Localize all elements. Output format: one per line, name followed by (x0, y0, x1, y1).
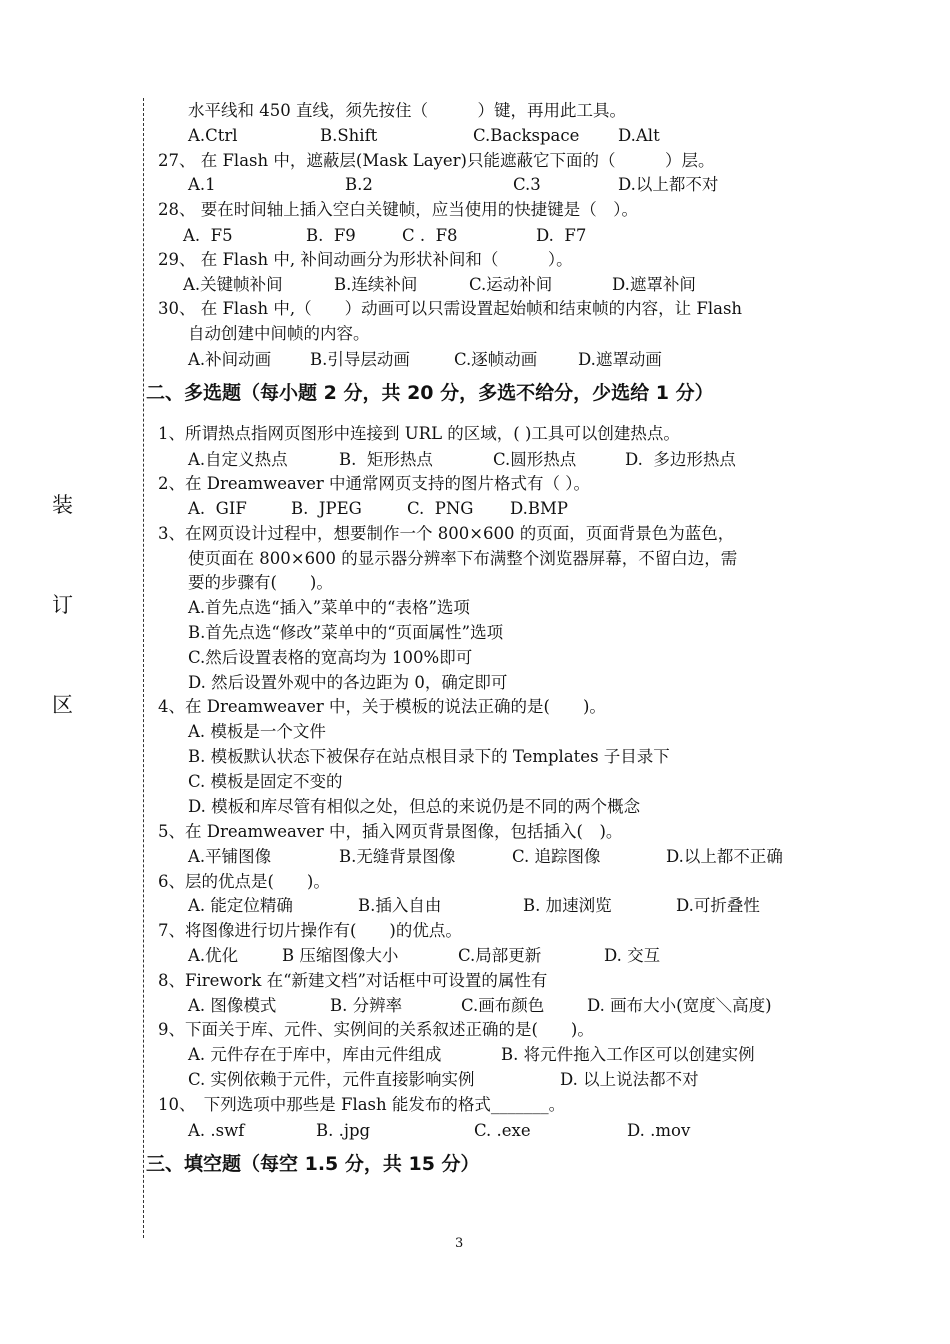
m5-opt-a: A.平铺图像 (188, 847, 272, 866)
m10-text: 10、 下列选项中那些是 Flash 能发布的格式_______。 (158, 1095, 566, 1114)
q26-opt-d: D.Alt (618, 126, 660, 145)
m10-opt-c: C. .exe (474, 1121, 531, 1140)
m3-text-line1: 3、在网页设计过程中，想要制作一个 800×600 的页面，页面背景色为蓝色， (158, 524, 735, 543)
m5-opt-b: B.无缝背景图像 (339, 847, 456, 866)
m1-opt-b: B. 矩形热点 (339, 450, 433, 469)
m4-opt-a: A. 模板是一个文件 (188, 722, 326, 741)
q29-opt-c: C.运动补间 (469, 275, 553, 294)
m9-text: 9、下面关于库、元件、实例间的关系叙述正确的是( )。 (158, 1020, 594, 1039)
m9-opt-c: C. 实例依赖于元件，元件直接影响实例 (188, 1070, 475, 1089)
m7-opt-b: B 压缩图像大小 (282, 946, 399, 965)
m3-opt-d: D. 然后设置外观中的各边距为 0，确定即可 (188, 673, 508, 692)
page-number: 3 (455, 1236, 464, 1251)
m4-opt-d: D. 模板和库尽管有相似之处，但总的来说仍是不同的两个概念 (188, 797, 641, 816)
q27-opt-b: B.2 (345, 175, 373, 194)
m2-opt-a: A. GIF (188, 499, 247, 518)
q28-opt-d: D. F7 (536, 226, 587, 245)
m4-text: 4、在 Dreamweaver 中，关于模板的说法正确的是( )。 (158, 697, 606, 716)
m9-opt-b: B. 将元件拖入工作区可以创建实例 (501, 1045, 755, 1064)
m10-opt-a: A. .swf (188, 1121, 245, 1140)
q29-text: 29、 在 Flash 中, 补间动画分为形状补间和（ ）。 (158, 250, 573, 269)
m7-opt-a: A.优化 (188, 946, 239, 965)
binding-dashed-line (143, 98, 144, 1238)
m7-opt-d: D. 交互 (604, 946, 661, 965)
q29-opt-b: B.连续补间 (334, 275, 418, 294)
q30-text-line1: 30、 在 Flash 中,（ ）动画可以只需设置起始帧和结束帧的内容，让 Flash (158, 299, 743, 318)
m6-text: 6、层的优点是( )。 (158, 872, 330, 891)
q27-opt-c: C.3 (513, 175, 541, 194)
section-3-heading: 三、填空题（每空 1.5 分，共 15 分） (146, 1153, 480, 1175)
binding-char-2: 订 (52, 593, 73, 617)
q27-text: 27、 在 Flash 中，遮蔽层(Mask Layer)只能遮蔽它下面的（ ）层。 (158, 151, 715, 170)
m4-opt-c: C. 模板是固定不变的 (188, 772, 343, 791)
m9-opt-d: D. 以上说法都不对 (560, 1070, 699, 1089)
q30-opt-b: B.引导层动画 (310, 350, 410, 369)
m8-opt-b: B. 分辨率 (330, 996, 403, 1015)
q28-opt-c: C . F8 (402, 226, 458, 245)
q30-opt-d: D.遮罩动画 (578, 350, 662, 369)
m1-opt-a: A.自定义热点 (188, 450, 288, 469)
section-2-heading: 二、多选题（每小题 2 分，共 20 分，多选不给分，少选给 1 分） (146, 382, 714, 404)
q26-opt-b: B.Shift (320, 126, 378, 145)
m3-text-line3: 要的步骤有( )。 (188, 573, 333, 592)
q30-opt-c: C.逐帧动画 (454, 350, 538, 369)
m8-text: 8、Firework 在“新建文档”对话框中可设置的属性有 (158, 971, 548, 990)
q26-opt-a: A.Ctrl (188, 126, 238, 145)
m2-opt-c: C. PNG (407, 499, 474, 518)
m5-text: 5、在 Dreamweaver 中，插入网页背景图像，包括插入( )。 (158, 822, 623, 841)
m1-opt-c: C.圆形热点 (493, 450, 577, 469)
q27-opt-a: A.1 (188, 175, 216, 194)
m2-opt-b: B. JPEG (291, 499, 362, 518)
q27-opt-d: D.以上都不对 (618, 175, 719, 194)
q28-opt-a: A. F5 (183, 226, 233, 245)
m1-text: 1、所谓热点指网页图形中连接到 URL 的区域，( )工具可以创建热点。 (158, 424, 680, 443)
q29-opt-d: D.遮罩补间 (612, 275, 696, 294)
m4-opt-b: B. 模板默认状态下被保存在站点根目录下的 Templates 子目录下 (188, 747, 670, 766)
m5-opt-d: D.以上都不正确 (666, 847, 783, 866)
m6-opt-a: A. 能定位精确 (188, 896, 293, 915)
m9-opt-a: A. 元件存在于库中，库由元件组成 (188, 1045, 442, 1064)
m5-opt-c: C. 追踪图像 (512, 847, 601, 866)
q28-opt-b: B. F9 (306, 226, 356, 245)
m10-opt-b: B. .jpg (316, 1121, 371, 1140)
m3-opt-b: B.首先点选“修改”菜单中的“页面属性”选项 (188, 623, 504, 642)
m3-opt-c: C.然后设置表格的宽高均为 100%即可 (188, 648, 473, 667)
m10-opt-d: D. .mov (627, 1121, 691, 1140)
m6-opt-b: B.插入自由 (358, 896, 442, 915)
m2-text: 2、在 Dreamweaver 中通常网页支持的图片格式有（ ）。 (158, 474, 591, 493)
m1-opt-d: D. 多边形热点 (625, 450, 736, 469)
m3-opt-a: A.首先点选“插入”菜单中的“表格”选项 (188, 598, 470, 617)
m8-opt-a: A. 图像模式 (188, 996, 277, 1015)
m6-opt-c: B. 加速浏览 (523, 896, 612, 915)
m2-opt-d: D.BMP (510, 499, 569, 518)
m6-opt-d: D.可折叠性 (676, 896, 760, 915)
q30-opt-a: A.补间动画 (188, 350, 272, 369)
binding-char-3: 区 (52, 693, 73, 717)
q26-text: 水平线和 450 直线，须先按住（ ）键，再用此工具。 (188, 101, 626, 120)
m7-text: 7、将图像进行切片操作有( )的优点。 (158, 921, 462, 940)
binding-char-1: 装 (52, 493, 73, 517)
m8-opt-d: D. 画布大小(宽度＼高度) (587, 996, 772, 1015)
q26-opt-c: C.Backspace (473, 126, 580, 145)
m3-text-line2: 使页面在 800×600 的显示器分辨率下布满整个浏览器屏幕，不留白边，需 (188, 549, 738, 568)
m7-opt-c: C.局部更新 (458, 946, 542, 965)
m8-opt-c: C.画布颜色 (461, 996, 545, 1015)
q30-text-line2: 自动创建中间帧的内容。 (188, 324, 370, 343)
q29-opt-a: A.关键帧补间 (183, 275, 283, 294)
q28-text: 28、 要在时间轴上插入空白关键帧，应当使用的快捷键是（ ）。 (158, 200, 638, 219)
